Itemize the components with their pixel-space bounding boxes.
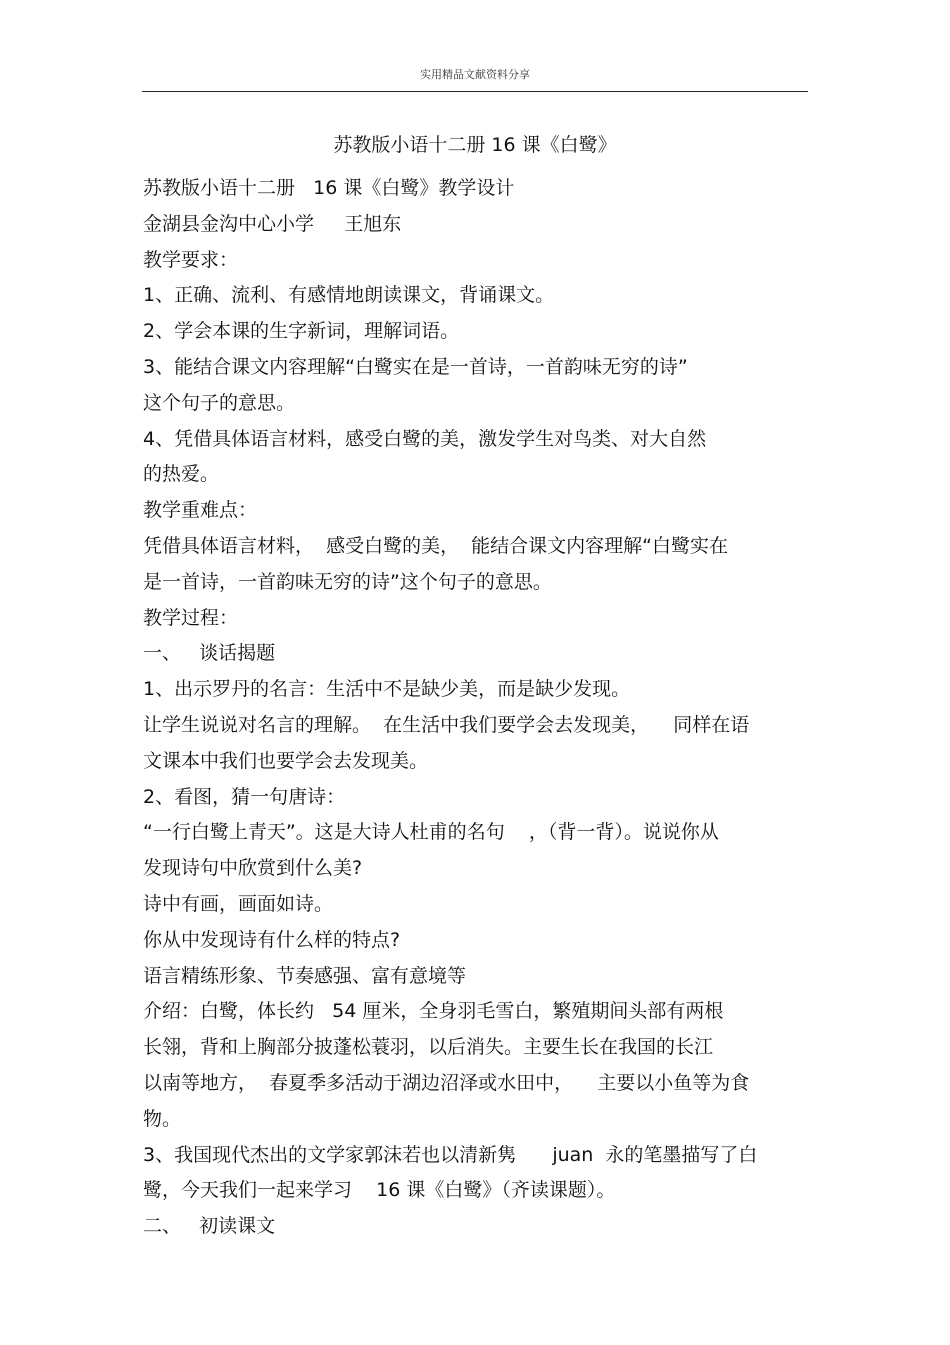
text-line: 的热爱。 <box>143 463 220 486</box>
text-line: 你从中发现诗有什么样的特点? <box>143 928 401 951</box>
text-line: 1、正确、流利、有感情地朗读课文，背诵课文。 <box>143 284 555 307</box>
text-line: 是一首诗，一首韵味无穷的诗”这个句子的意思。 <box>143 570 552 593</box>
text-line: 3、能结合课文内容理解“白鹭实在是一首诗，一首韵味无穷的诗” <box>143 355 688 378</box>
text-line: 诗中有画，画面如诗。 <box>143 892 334 915</box>
text-line: 物。 <box>143 1107 182 1130</box>
text-line: 金湖县金沟中心小学 王旭东 <box>143 212 402 235</box>
text-line: 这个句子的意思。 <box>143 391 296 414</box>
text-line: 教学重难点： <box>143 499 258 522</box>
text-line: 教学要求： <box>143 248 239 271</box>
header-divider <box>142 91 808 92</box>
page-header: 实用精品文献资料分享 <box>420 68 530 81</box>
text-line: 语言精练形象、节奏感强、富有意境等 <box>143 964 467 987</box>
text-line: 鹭，今天我们一起来学习 16 课《白鹭》（齐读课题）。 <box>143 1179 616 1202</box>
text-line: 2、看图，猜一句唐诗： <box>143 785 346 808</box>
text-line: 凭借具体语言材料， 感受白鹭的美， 能结合课文内容理解“白鹭实在 <box>143 534 729 557</box>
text-line: 发现诗句中欣赏到什么美? <box>143 857 363 880</box>
text-line: 3、我国现代杰出的文学家郭沫若也以清新隽 juan 永的笔墨描写了白 <box>143 1143 758 1166</box>
text-line: 教学过程： <box>143 606 239 629</box>
text-line: 一、 谈话揭题 <box>143 642 276 665</box>
text-line: 文课本中我们也要学会去发现美。 <box>143 749 429 772</box>
text-line: 苏教版小语十二册 16 课《白鹭》教学设计 <box>143 177 515 199</box>
text-line: 二、 初读课文 <box>143 1215 276 1238</box>
text-line: “一行白鹭上青天”。这是大诗人杜甫的名句 ，（背一背）。说说你从 <box>143 821 719 844</box>
text-line: 长翎，背和上胸部分披蓬松蓑羽，以后消失。主要生长在我国的长江 <box>143 1036 714 1059</box>
text-line: 1、出示罗丹的名言：生活中不是缺少美，而是缺少发现。 <box>143 678 631 701</box>
document-title: 苏教版小语十二册 16 课《白鹭》 <box>333 134 617 156</box>
text-line: 以南等地方， 春夏季多活动于湖边沼泽或水田中， 主要以小鱼等为食 <box>143 1071 750 1094</box>
document-body <box>143 171 808 1245</box>
text-line: 让学生说说对名言的理解。 在生活中我们要学会去发现美， 同样在语 <box>143 713 750 736</box>
text-line: 介绍：白鹭，体长约 54 厘米，全身羽毛雪白，繁殖期间头部有两根 <box>143 1000 724 1023</box>
text-line: 2、学会本课的生字新词，理解词语。 <box>143 320 460 343</box>
text-line: 4、凭借具体语言材料，感受白鹭的美，激发学生对鸟类、对大自然 <box>143 427 707 450</box>
